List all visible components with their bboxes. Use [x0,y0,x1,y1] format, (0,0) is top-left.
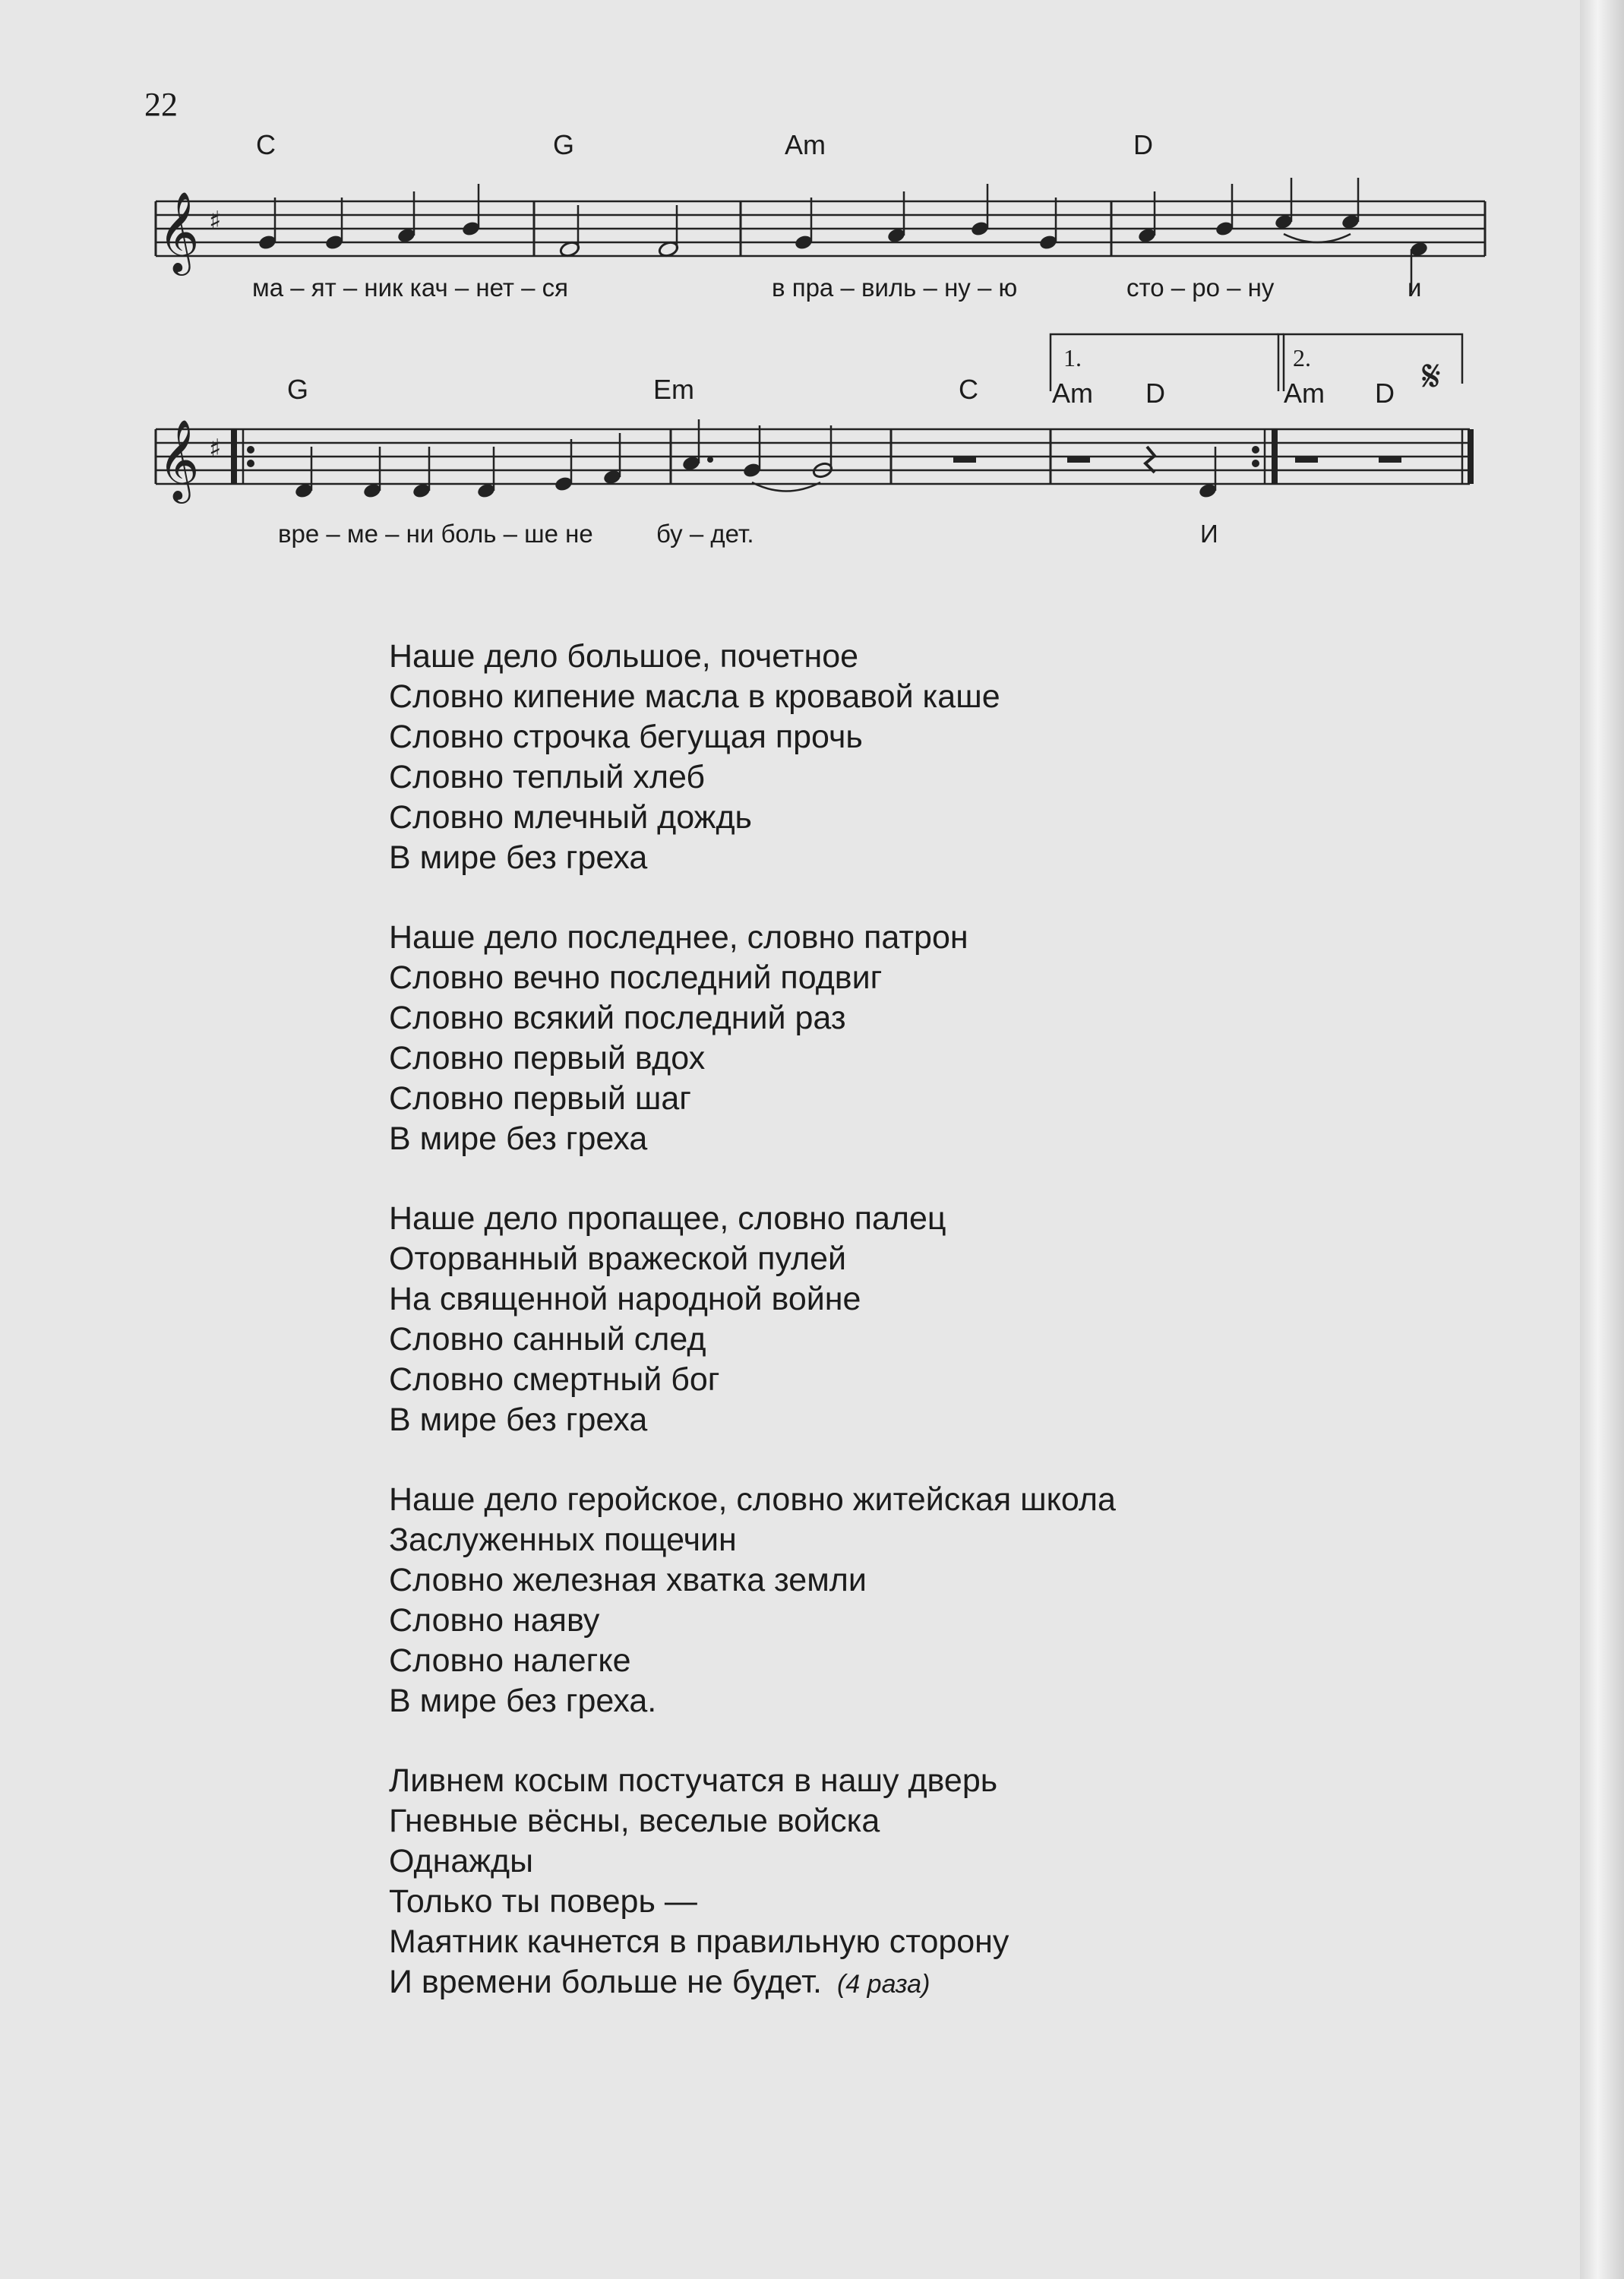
lyric-line: вре – ме – ни боль – ше не [278,520,593,548]
verse-line: Наше дело последнее, словно патрон [389,919,968,956]
verse-line: Словно налегке [389,1642,631,1679]
chord-g: G [287,374,309,405]
tie-1 [1284,234,1351,242]
verse-line: Однажды [389,1843,534,1879]
chord-d: D [1375,378,1395,409]
verse-line: Словно наяву [389,1602,600,1639]
verse-line: Гневные вёсны, веселые войска [389,1803,880,1839]
verse-line: Словно теплый хлеб [389,759,706,795]
verse-line: Словно смертный бог [389,1361,720,1398]
verse-line: Словно санный след [389,1321,706,1358]
verse-line: Словно первый вдох [389,1040,706,1076]
verse-line: Словно первый шаг [389,1080,691,1117]
svg-text:𝄋: 𝄋 [1422,350,1441,402]
chord-d: D [1133,129,1153,160]
page-number: 22 [144,86,178,123]
chord-d: D [1145,378,1165,409]
verse-line: Словно кипение масла в кровавой каше [389,678,1000,715]
chord-am: Am [785,129,826,160]
verse-line: В мире без греха [389,1121,648,1157]
verse-line: Маятник качнется в правильную сторону [389,1923,1009,1960]
svg-text:𝄞: 𝄞 [158,191,200,272]
lyric-line: в пра – виль – ну – ю [772,273,1018,302]
lyric-line: И [1200,520,1218,548]
verse-line: В мире без греха [389,839,648,876]
song-verses [389,637,1116,2044]
quarter-rest [1145,447,1155,473]
key-signature-sharp: ♯ [209,206,222,236]
verse-line: Заслуженных пощечин [389,1522,737,1558]
verse-line [389,1962,1116,2005]
treble-clef-icon-2 [158,419,199,504]
stanza [389,637,1116,878]
repeat-note: (4 раза) [836,1970,930,1999]
lyric-line: бу – дет. [656,520,754,548]
treble-clef-icon [158,191,199,276]
verse-line: Словно строчка бегущая прочь [389,719,863,755]
stanza [389,918,1116,1159]
lyric-line: сто – ро – ну [1126,273,1275,302]
verse-line: Ливнем косым постучатся в нашу дверь [389,1762,998,1799]
svg-text:𝄞: 𝄞 [158,419,200,500]
staff-lines-1 [156,201,1485,256]
verse-line: Наше дело пропащее, словно палец [389,1200,946,1237]
verse-line: Словно всякий последний раз [389,1000,846,1036]
segno-icon [1422,350,1441,402]
stanza [389,1761,1116,2005]
notes-2 [294,419,1401,499]
verse-line: В мире без греха. [389,1683,657,1719]
chord-c: C [959,374,978,405]
chord-g: G [553,129,575,160]
verse-line: Оторванный вражеской пулей [389,1241,847,1277]
chord-em: Em [653,374,694,405]
stanza [389,1199,1116,1440]
lyric-line: и [1408,273,1422,302]
verse-line: Наше дело большое, почетное [389,638,859,675]
volta-brackets [1051,334,1462,391]
chord-c: C [256,129,276,160]
verse-line: В мире без греха [389,1402,648,1438]
volta-label: 2. [1293,344,1311,371]
volta-label: 1. [1063,344,1082,371]
svg-text:♯: ♯ [209,434,222,464]
verse-line-text: И времени больше не будет. [389,1964,822,2000]
lyric-line: ма – ят – ник кач – нет – ся [252,273,568,302]
verse-line: Словно вечно последний подвиг [389,959,883,996]
verse-line: На священной народной войне [389,1281,861,1317]
chord-am: Am [1284,378,1325,409]
verse-line: Только ты поверь — [389,1883,697,1920]
verse-line: Наше дело геройское, словно житейская школа [389,1481,1116,1518]
verse-line: Словно железная хватка земли [389,1562,867,1598]
verse-line: Словно млечный дождь [389,799,752,836]
chord-am: Am [1052,378,1093,409]
stanza [389,1480,1116,1721]
